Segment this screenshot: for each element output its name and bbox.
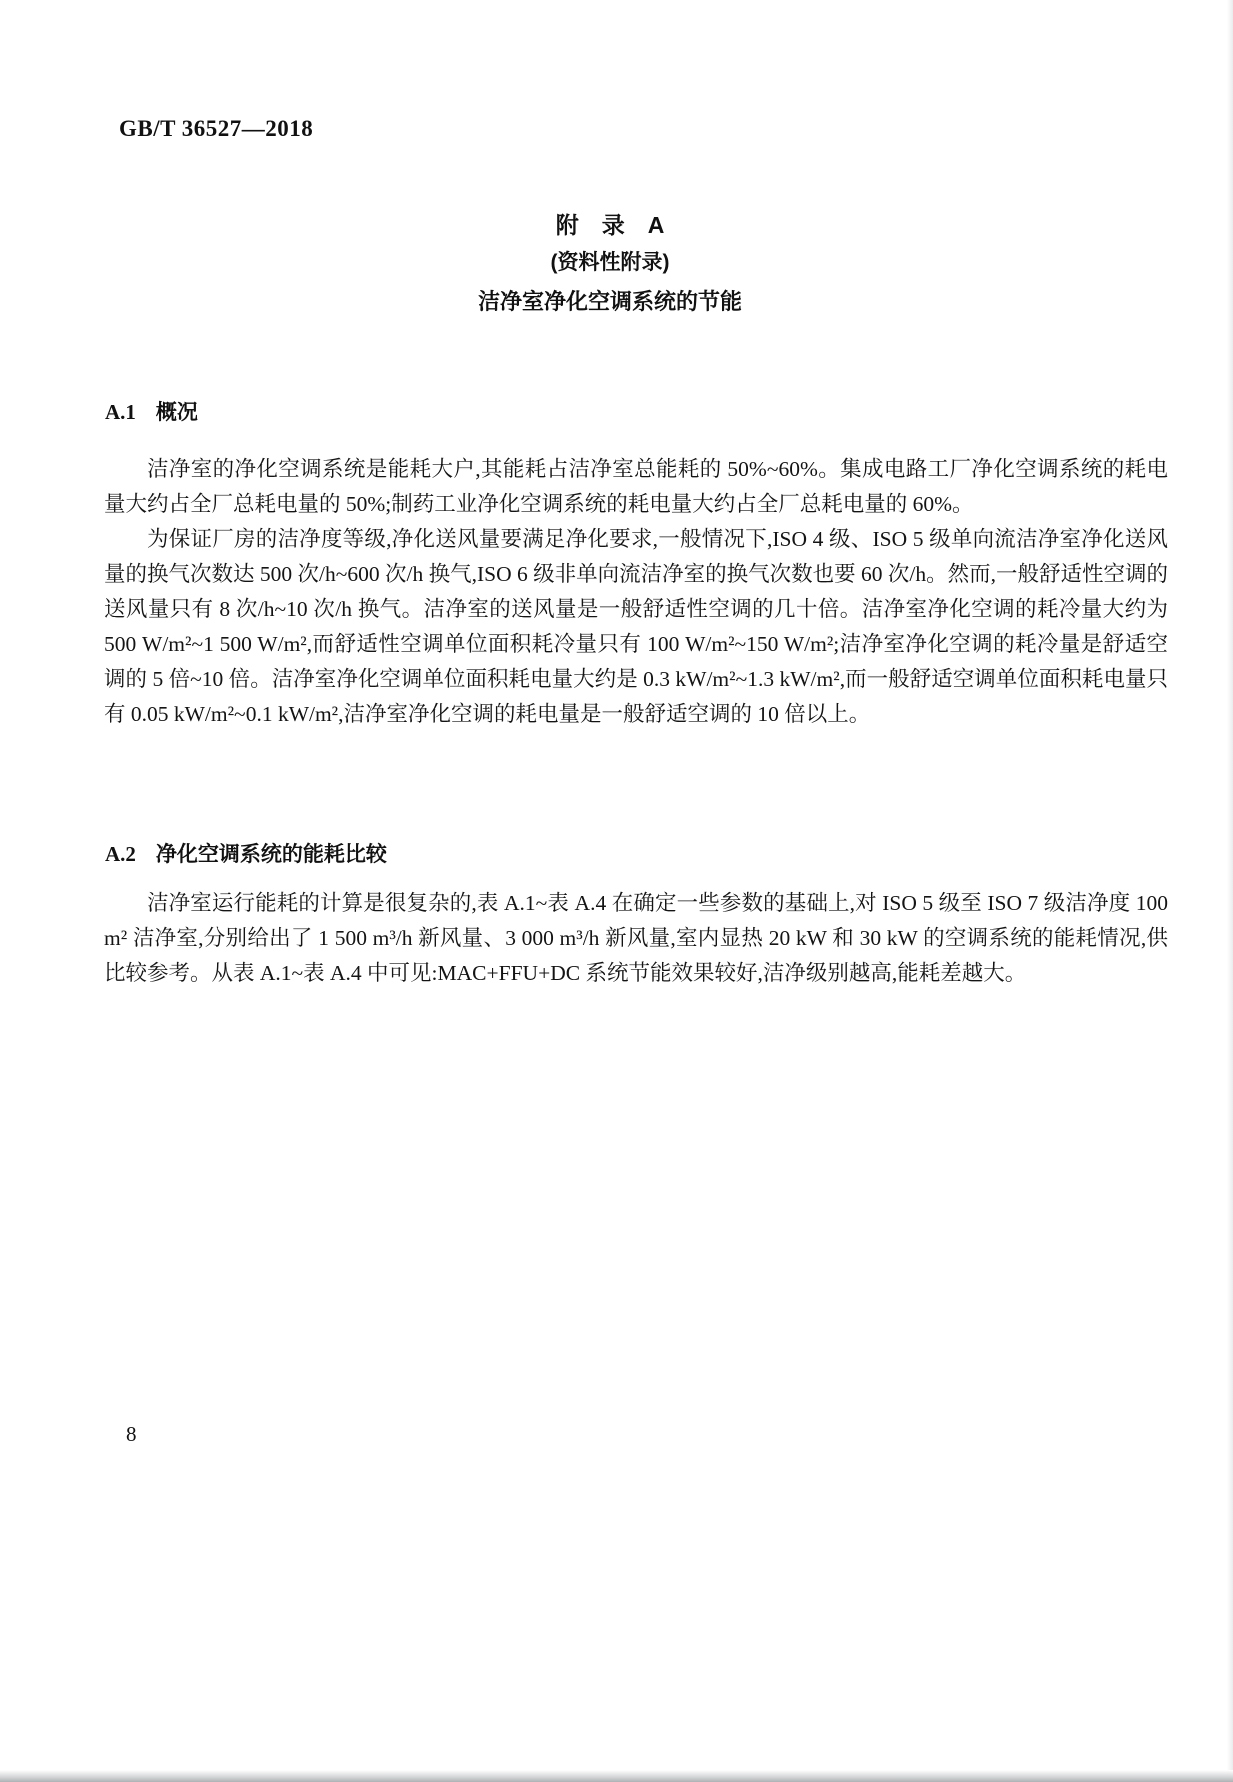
appendix-subtitle-informative: (资料性附录) (550, 251, 670, 274)
paragraph: 为保证厂房的洁净度等级,净化送风量要满足净化要求,一般情况下,ISO 4 级、ISO 5 级单向流洁净室净化送风量的换气次数达 500 次/h~600 次/h 换气,ISO 6 级非单向流洁净室的换气次数也要 60 次/h。然而,一般舒适性空调的送风量只有 8 次/h~10 次/h 换气。洁净室的送风量是一般舒适性空调的几十倍。洁净室净化空调的耗冷量大约为 500 W/m²~1 500 W/m²,而舒适性空调单位面积耗冷量只有 100 W/m²~150 W/m²;洁净室净化空调的耗冷量是舒适空调的 5 倍~10 倍。洁净室净化空调单位面积耗电量大约是 0.3 kW/m²~1.3 kW/m²,而一般舒适空调单位面积耗电量只有 0.05 kW/m²~0.1 kW/m²,洁净室净化空调的耗电量是一般舒适空调的 10 倍以上。 (104, 527, 1168, 726)
section-a2-body (104, 886, 1168, 991)
section-a1-body (104, 452, 1168, 732)
standard-number: GB/T 36527—2018 (119, 116, 314, 141)
section-a2-title: 净化空调系统的能耗比较 (155, 843, 387, 866)
scan-edge-right (1227, 0, 1233, 1782)
paragraph: 洁净室运行能耗的计算是很复杂的,表 A.1~表 A.4 在确定一些参数的基础上,对 ISO 5 级至 ISO 7 级洁净度 100 m² 洁净室,分别给出了 1 500 m³/h 新风量、3 000 m³/h 新风量,室内显热 20 kW 和 30 kW 的空调系统的能耗情况,供比较参考。从表 A.1~表 A.4 中可见:MAC+FFU+DC 系统节能效果较好,洁净级别越高,能耗差越大。 (104, 891, 1168, 985)
paragraph: 洁净室的净化空调系统是能耗大户,其能耗占洁净室总能耗的 50%~60%。集成电路工厂净化空调系统的耗电量大约占全厂总耗电量的 50%;制药工业净化空调系统的耗电量大约占全厂总耗电量的 60%。 (104, 457, 1168, 516)
appendix-title-block (105, 210, 1115, 325)
page-number: 8 (126, 1422, 137, 1446)
appendix-subject-title: 洁净室净化空调系统的节能 (477, 289, 742, 314)
section-a1-number: A.1 (105, 400, 136, 424)
section-a1-title: 概况 (155, 401, 198, 424)
scan-edge-bottom (0, 1770, 1233, 1782)
section-heading-a1 (105, 396, 198, 426)
section-a2-number: A.2 (105, 842, 136, 866)
appendix-title: 附 录 A (555, 212, 665, 238)
section-heading-a2 (105, 838, 387, 868)
